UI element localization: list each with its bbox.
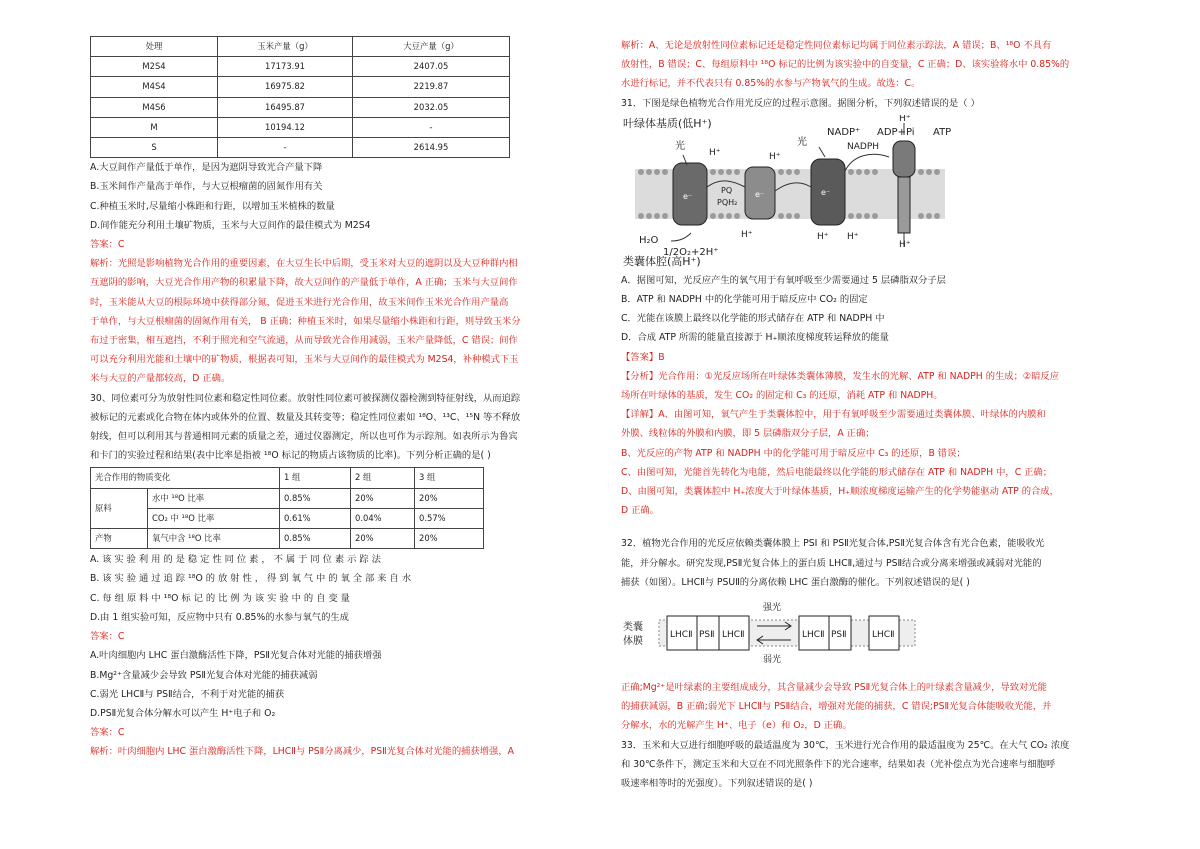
answer: 答案：C (90, 239, 125, 251)
option-b: B.玉米间作产量高于单作，与大豆根瘤菌的固氮作用有关 (90, 181, 323, 193)
question-30-stem: 和卡门的实验过程和结果(表中比率是指被 ¹⁸O 标记的物质占该物质的比率)。下列分析正确的是( ) (90, 450, 491, 462)
table-row (91, 138, 510, 158)
table-cell: 20% (415, 488, 484, 508)
analysis-line: 的捕获减弱，B 正确;弱光下 LHCⅡ与 PSⅡ结合，增强对光能的捕获，C 错误;PSⅡ光复合体能吸收光能，并 (621, 701, 1052, 713)
pq-label: PQ (721, 185, 733, 195)
stroma-label: 叶绿体基质(低H⁺) (623, 116, 712, 130)
table-header-cell: 光合作用的物质变化 (91, 468, 280, 488)
table-cell: 20% (351, 488, 415, 508)
lhc2-label: LHCⅡ (872, 630, 895, 641)
analysis-line: 【分析】光合作用：①光反应场所在叶绿体类囊体薄膜，发生水的光解、ATP 和 NADPH 的生成；②暗反应 (621, 370, 1060, 382)
table-cell: 20% (415, 529, 484, 549)
question-32-stem: 捕获（如图）。LHCⅡ与 PSUⅡ的分离依赖 LHC 蛋白激酶的催化。下列叙述错误的是( ) (621, 576, 970, 588)
table-cell: CO₂ 中 ¹⁸O 比率 (148, 508, 280, 528)
table-cell: M4S6 (91, 97, 218, 117)
table-cell: 16975.82 (218, 77, 353, 97)
question-32-stem: 能，并分解水。研究发现,PSⅡ光复合体上的蛋白质 LHCⅡ,通过与 PSⅡ结合或分离来增强或减弱对光能的 (621, 557, 1042, 569)
ps2-label: PSⅡ (699, 630, 715, 641)
option-a: A.叶肉细胞内 LHC 蛋白激酶活性下降，PSⅡ光复合体对光能的捕获增强 (90, 650, 382, 662)
table-cell: 10194.12 (218, 117, 353, 137)
table-header-row (91, 468, 484, 488)
membrane-label: 体膜 (623, 636, 643, 648)
table-cell: 2032.05 (353, 97, 510, 117)
table-cell: 20% (351, 529, 415, 549)
answer: 答案：C (90, 631, 125, 643)
atp-synthase-stalk (898, 177, 910, 233)
table-cell: 17173.91 (218, 57, 353, 77)
table-header-cell: 处理 (91, 37, 218, 57)
answer: 答案：C (90, 727, 125, 739)
table-cell: M (91, 117, 218, 137)
analysis-line: 时，玉米能从大豆的根际环境中获得部分氮，促进玉米进行光合作用，故玉米间作玉米光合作用产量高 (90, 296, 509, 308)
table-row (91, 117, 510, 137)
option-b: B．ATP 和 NADPH 中的化学能可用于暗反应中 CO₂ 的固定 (621, 294, 868, 306)
ps2-label: PSⅡ (831, 630, 847, 641)
weak-light-label: 弱光 (763, 655, 782, 666)
option-c: C．光能在该膜上最终以化学能的形式储存在 ATP 和 NADPH 中 (621, 313, 885, 325)
electron-label: e⁻ (821, 187, 831, 197)
analysis-line: 可以充分利用光能和土壤中的矿物质，根据表可知，玉米与大豆间作的最佳模式为 M2S4，补种模式下玉 (90, 354, 519, 366)
atp-label: ATP (933, 126, 952, 138)
nadp-label: NADP⁺ (827, 126, 861, 138)
electron-label: e⁻ (683, 191, 693, 201)
option-b: B. 该 实 验 通 过 追 踪 ¹⁸O 的 放 射 性 ， 得 到 氧 气 中 的 氧 全 部 来 自 水 (90, 573, 412, 585)
question-33-stem: 和 30℃条件下，测定玉米和大豆在不同光照条件下的光合速率，结果如表（光补偿点为光合速率与细胞呼 (621, 758, 1056, 770)
table-header-cell: 大豆产量（g） (353, 37, 510, 57)
table-cell: 2407.05 (353, 57, 510, 77)
proton-label: H⁺ (847, 231, 859, 242)
table-cell: 0.85% (280, 488, 351, 508)
analysis-line: 解析：A、无论是放射性同位素标记还是稳定性同位素标记均属于同位素示踪法，A 错误；B、¹⁸O 不具有 (621, 40, 1052, 51)
table-cell: M2S4 (91, 57, 218, 77)
analysis-line: 场所在叶绿体的基质，发生 CO₂ 的固定和 C₃ 的还原，消耗 ATP 和 NADPH。 (621, 390, 943, 402)
analysis-line: 放射性，B 错误；C、每组原料中 ¹⁸O 标记的比例为该实验中的自变量，C 正确；D、该实验将水中 0.85%的 (621, 59, 1070, 71)
table-cell: 2614.95 (353, 138, 510, 158)
option-d: D．合成 ATP 所需的能量直接源于 H₊顺浓度梯度转运释放的能量 (621, 332, 889, 344)
electron-label: e⁻ (755, 189, 765, 199)
question-33-stem: 吸速率相等时的光强度）。下列叙述错误的是( ) (621, 778, 813, 790)
table-cell: - (353, 117, 510, 137)
lhc2-label: LHCⅡ (802, 630, 825, 641)
proton-label: H⁺ (709, 147, 721, 158)
table-cell: 0.04% (351, 508, 415, 528)
table-cell: - (218, 138, 353, 158)
analysis-line: C、由图可知，光能首先转化为电能，然后电能最终以化学能的形式储存在 ATP 和 NADPH 中，C 正确； (621, 466, 1053, 478)
analysis-line: 正确;Mg²⁺是叶绿素的主要组成成分，其含量减少会导致 PSⅡ光复合体上的叶绿素含量减少，导致对光能 (621, 682, 1047, 694)
table-row (91, 77, 510, 97)
oxygen-label: 1/2O₂+2H⁺ (663, 246, 719, 258)
question-30-stem: 射线，但可以利用其与普通相同元素的质量之差，通过仪器测定，所以也可作为示踪剂。如表所示为鲁宾 (90, 431, 518, 443)
option-c: C. 每 组 原 料 中 ¹⁸O 标 记 的 比 例 为 该 实 验 中 的 自 变 量 (90, 592, 350, 604)
table-header-cell: 玉米产量（g） (218, 37, 353, 57)
analysis-line: 米与大豆的产量都较高，D 正确。 (90, 373, 231, 385)
option-c: C.弱光 LHCⅡ与 PSⅡ结合，不利于对光能的捕获 (90, 688, 285, 700)
proton-label: H⁺ (769, 151, 781, 162)
table-header-cell: 3 组 (415, 468, 484, 488)
analysis-line: 于单作，与大豆根瘤菌的固氮作用有关， B 正确；种植玉米时，如果尽量缩小株距和行距，则导致玉米分 (90, 315, 521, 327)
table-cell: M4S4 (91, 77, 218, 97)
table-cell: 16495.87 (218, 97, 353, 117)
table-row (91, 57, 510, 77)
option-a: A.大豆间作产量低于单作，是因为遮阴导致光合产量下降 (90, 162, 323, 174)
pqh2-label: PQH₂ (717, 197, 738, 207)
photosynthesis-light-reaction-diagram (621, 115, 981, 267)
analysis-line: D 正确。 (621, 505, 660, 517)
table-cell: 0.57% (415, 508, 484, 528)
strong-light-label: 强光 (763, 603, 782, 614)
option-d: D.间作能充分利用土壤矿物质，玉米与大豆间作的最佳模式为 M2S4 (90, 219, 371, 231)
table-cell: S (91, 138, 218, 158)
analysis-line: 外膜、线粒体的外膜和内膜，即 5 层磷脂双分子层，A 正确； (621, 428, 875, 440)
proton-label: H⁺ (899, 114, 911, 124)
lhc2-label: LHCⅡ (670, 630, 693, 641)
option-d: D.PSⅡ光复合体分解水可以产生 H⁺电子和 O₂ (90, 707, 276, 719)
table-cell: 氧气中含 ¹⁸O 比率 (148, 529, 280, 549)
adp-label: ADP+Pi (877, 126, 915, 138)
table-header-row (91, 37, 510, 57)
question-32-stem: 32．植物光合作用的光反应依赖类囊体膜上 PSI 和 PSⅡ光复合体,PSⅡ光复合体含有光合色素，能吸收光 (621, 538, 1045, 550)
proton-label: H⁺ (899, 239, 911, 250)
question-30-stem: 被标记的元素或化合物在体内或体外的位置、数量及其转变等；稳定性同位素如 ¹⁸O、¹³C、¹⁵N 等不释放 (90, 411, 521, 423)
option-c: C.种植玉米时,尽量缩小株距和行距，以增加玉米植株的数量 (90, 200, 335, 212)
lhc2-label: LHCⅡ (722, 630, 745, 641)
option-a: A. 该 实 验 利 用 的 是 稳 定 性 同 位 素 ， 不 属 于 同 位 素 示 踪 法 (90, 554, 381, 566)
table-row (91, 529, 484, 549)
table-cell: 产物 (91, 529, 148, 549)
table-row (91, 508, 484, 528)
right-column (621, 36, 1119, 793)
option-b: B.Mg²⁺含量减少会导致 PSⅡ光复合体对光能的捕获减弱 (90, 669, 318, 681)
nadph-label: NADPH (847, 141, 880, 152)
analysis-line: 布过于密集，相互遮挡，不利于照光和空气流通，从而导致光合作用减弱，玉米产量降低，C 错误；间作 (90, 335, 518, 347)
table-cell: 0.85% (280, 529, 351, 549)
analysis-line: D、由图可知，类囊体腔中 H₊浓度大于叶绿体基质，H₊顺浓度梯度运输产生的化学势能驱动 ATP 的合成， (621, 486, 1059, 498)
isotope-table (90, 467, 484, 549)
table-cell: 2219.87 (353, 77, 510, 97)
table-header-cell: 2 组 (351, 468, 415, 488)
table-row (91, 488, 484, 508)
table-row (91, 97, 510, 117)
yield-table (90, 36, 510, 158)
question-31-stem: 31．下图是绿色植物光合作用光反应的过程示意图。据图分析，下列叙述错误的是（ ） (621, 97, 980, 109)
analysis-line: 解析：光照是影响植物光合作用的重要因素，在大豆生长中后期，受玉米对大豆的遮阴以及大豆种群内相 (90, 258, 518, 270)
analysis-line: 水进行标记，并不代表只有 0.85%的水参与产物氧气的生成。故选：C。 (621, 78, 921, 90)
question-33-stem: 33．玉米和大豆进行细胞呼吸的最适温度为 30℃，玉米进行光合作用的最适温度为 25℃。在大气 CO₂ 浓度 (621, 739, 1070, 751)
analysis-line: 分解水，水的光解产生 H⁺、电子（e）和 O₂，D 正确。 (621, 720, 852, 732)
analysis-line: 【详解】A、由图可知，氧气产生于类囊体腔中，用于有氧呼吸至少需要通过类囊体膜、叶绿体的内膜和 (621, 409, 1046, 421)
light-label: 光 (797, 136, 807, 148)
water-label: H₂O (639, 234, 659, 246)
lumen-label: 类囊体腔(高H⁺) (623, 254, 701, 267)
option-d: D.由 1 组实验可知，反应物中只有 0.85%的水参与氧气的生成 (90, 611, 349, 623)
analysis-line: B、光反应的产物 ATP 和 NADPH 中的化学能可用于暗反应中 C₃ 的还原，B 错误； (621, 447, 966, 459)
table-cell: 原料 (91, 488, 148, 528)
light-label: 光 (675, 140, 685, 152)
question-30-stem: 30、同位素可分为放射性同位素和稳定性同位素。放射性同位素可被探测仪器检测到特征射线，从而追踪 (90, 392, 521, 404)
lhc-ps2-diagram (621, 596, 921, 672)
proton-label: H⁺ (817, 231, 829, 242)
table-header-cell: 1 组 (280, 468, 351, 488)
proton-label: H⁺ (741, 229, 753, 240)
answer: 【答案】B (621, 351, 665, 363)
left-column (90, 0, 588, 762)
table-cell: 水中 ¹⁸O 比率 (148, 488, 280, 508)
analysis-line: 解析：叶肉细胞内 LHC 蛋白激酶活性下降，LHCⅡ与 PSⅡ分离减少，PSⅡ光复合体对光能的捕获增强，A (90, 746, 514, 758)
option-a: A．据图可知，光反应产生的氧气用于有氧呼吸至少需要通过 5 层磷脂双分子层 (621, 274, 946, 286)
analysis-line: 互遮阴的影响，大豆光合作用产物的积累量下降，故大豆间作的产量低于单作，A 正确；玉米与大豆间作 (90, 277, 518, 289)
atp-synthase-head (893, 141, 915, 177)
membrane-label: 类囊 (623, 622, 643, 634)
table-cell: 0.61% (280, 508, 351, 528)
